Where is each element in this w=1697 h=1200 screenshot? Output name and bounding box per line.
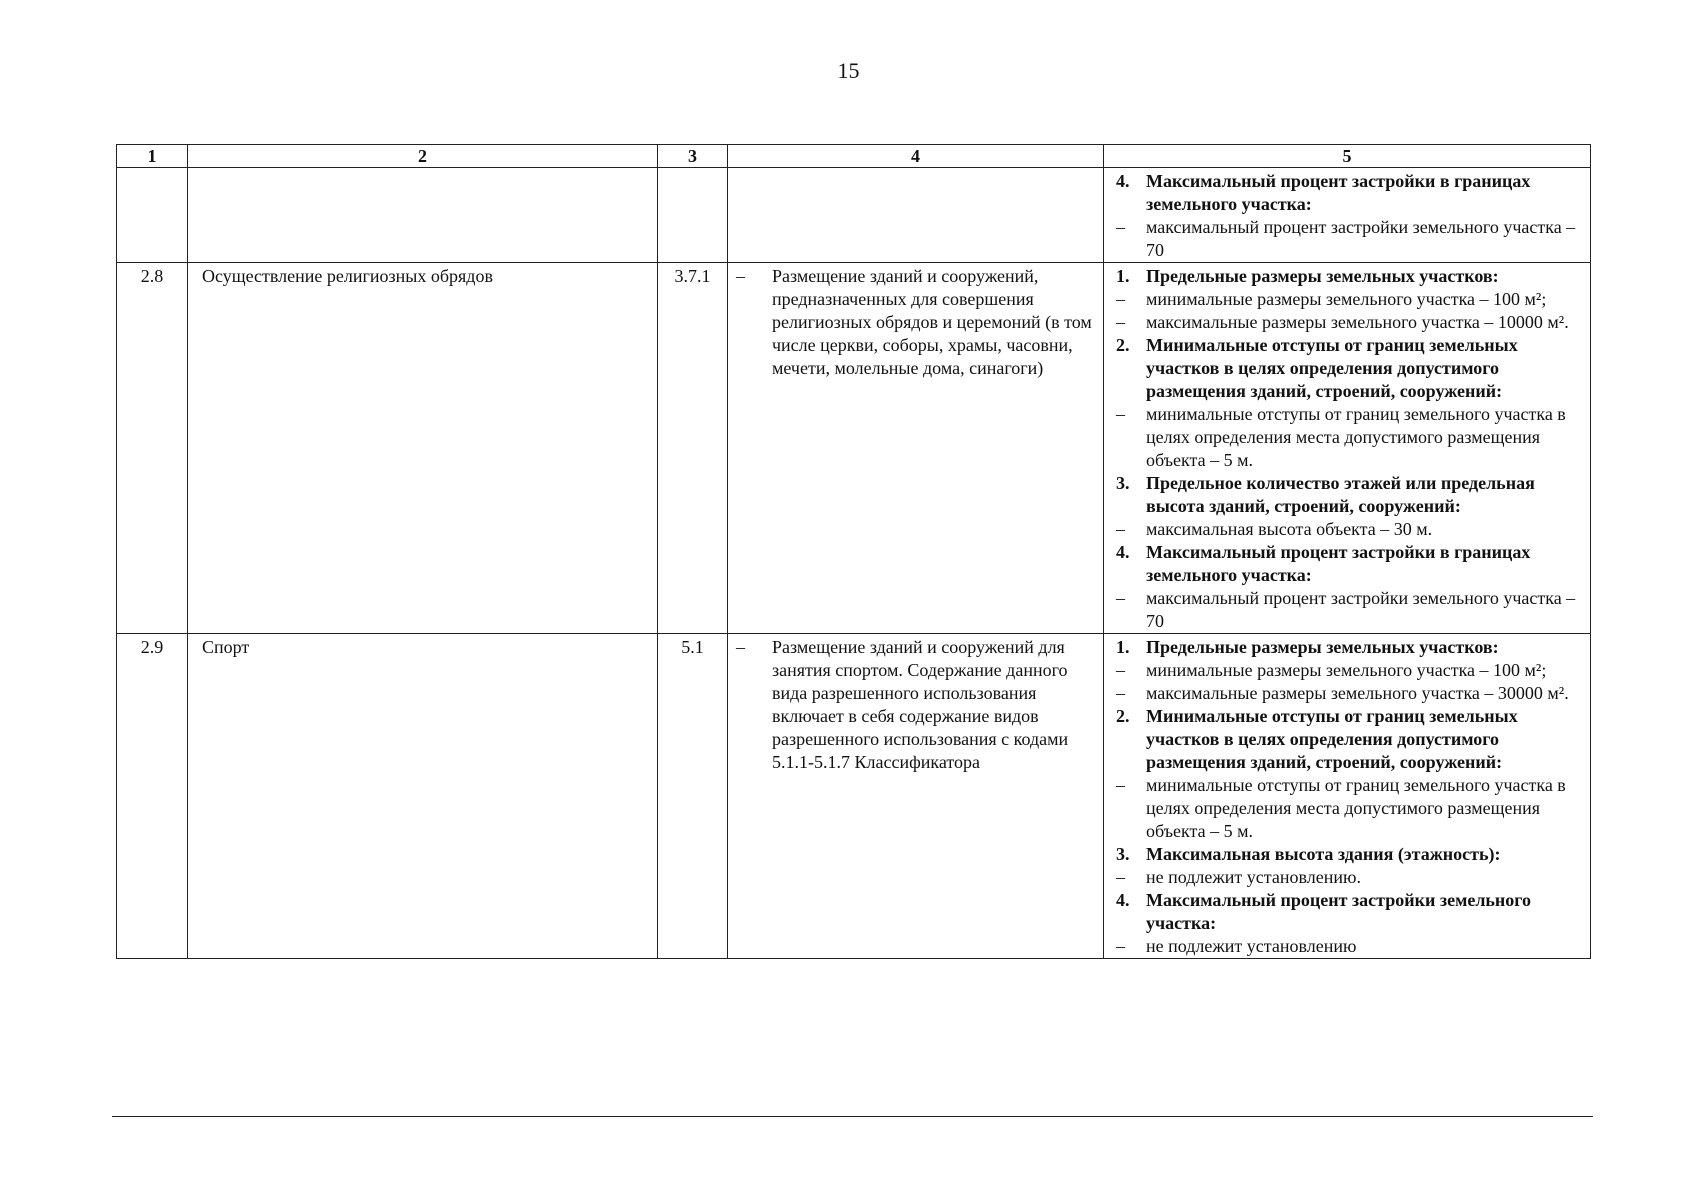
dash-marker: – xyxy=(736,266,745,286)
table-header-row xyxy=(117,145,1591,168)
table-row xyxy=(117,263,1591,634)
parameter-text: Предельные размеры земельных участков: xyxy=(1146,637,1499,657)
use-description xyxy=(728,168,1104,263)
use-type-name: Спорт xyxy=(188,634,658,959)
list-number: 3. xyxy=(1116,844,1130,864)
header-col-5: 5 xyxy=(1104,145,1591,168)
row-number: 2.9 xyxy=(117,634,188,959)
parameter-heading xyxy=(1116,541,1584,587)
parameter-text: Предельное количество этажей или предельная высота зданий, строений, сооружений: xyxy=(1146,473,1535,516)
parameter-item xyxy=(1116,216,1584,262)
parameter-text: Максимальная высота здания (этажность): xyxy=(1146,844,1501,864)
dash-marker: – xyxy=(1116,217,1125,237)
parameter-item xyxy=(1116,935,1584,958)
classifier-code: 3.7.1 xyxy=(658,263,728,634)
parameters-cell xyxy=(1104,168,1591,263)
list-number: 4. xyxy=(1116,171,1130,191)
parameter-heading xyxy=(1116,705,1584,774)
parameter-item xyxy=(1116,587,1584,633)
table-row xyxy=(117,634,1591,959)
dash-marker: – xyxy=(1116,519,1125,539)
dash-marker: – xyxy=(1116,289,1125,309)
list-number: 4. xyxy=(1116,542,1130,562)
parameter-item xyxy=(1116,774,1584,843)
use-description xyxy=(728,634,1104,959)
dash-marker: – xyxy=(1116,775,1125,795)
parameter-item xyxy=(1116,403,1584,472)
list-number: 2. xyxy=(1116,335,1130,355)
parameter-text: максимальный процент застройки земельного участка – 70 xyxy=(1146,588,1576,631)
parameter-heading xyxy=(1116,889,1584,935)
header-col-1: 1 xyxy=(117,145,188,168)
parameter-text: Минимальные отступы от границ земельных участков в целях определения допустимого размещения зданий, строений, сооружений: xyxy=(1146,706,1518,772)
parameter-text: максимальные размеры земельного участка – 10000 м². xyxy=(1146,312,1569,332)
parameters-cell xyxy=(1104,634,1591,959)
parameter-text: Максимальный процент застройки в границах земельного участка: xyxy=(1146,542,1531,585)
dash-marker: – xyxy=(736,637,745,657)
dash-marker: – xyxy=(1116,936,1125,956)
parameter-text: максимальные размеры земельного участка – 30000 м². xyxy=(1146,683,1569,703)
dash-marker: – xyxy=(1116,588,1125,608)
parameter-text: Максимальный процент застройки земельного участка: xyxy=(1146,890,1532,933)
parameters-cell xyxy=(1104,263,1591,634)
parameter-item xyxy=(1116,518,1584,541)
parameter-text: минимальные размеры земельного участка – 100 м²; xyxy=(1146,660,1547,680)
use-description xyxy=(728,263,1104,634)
regulations-table xyxy=(116,144,1591,959)
parameter-text: минимальные отступы от границ земельного участка в целях определения места допустимого размещения объекта – 5 м. xyxy=(1146,404,1566,470)
header-col-3: 3 xyxy=(658,145,728,168)
parameter-item xyxy=(1116,288,1584,311)
parameter-text: Предельные размеры земельных участков: xyxy=(1146,266,1499,286)
parameter-heading xyxy=(1116,472,1584,518)
parameter-text: максимальный процент застройки земельного участка – 70 xyxy=(1146,217,1576,260)
row-number: 2.8 xyxy=(117,263,188,634)
dash-marker: – xyxy=(1116,867,1125,887)
description-text: Размещение зданий и сооружений для занятия спортом. Содержание данного вида разрешенного использования включает в себя содержание видов разрешенного использования с кодами 5.1.1-5.1.7 Классификатора xyxy=(772,637,1069,772)
list-number: 4. xyxy=(1116,890,1130,910)
description-text: Размещение зданий и сооружений, предназначенных для совершения религиозных обрядов и церемоний (в том числе церкви, соборы, храмы, часовни, мечети, молельные дома, синагоги) xyxy=(772,266,1092,378)
parameter-heading xyxy=(1116,636,1584,659)
list-number: 3. xyxy=(1116,473,1130,493)
dash-marker: – xyxy=(1116,312,1125,332)
parameter-heading xyxy=(1116,170,1584,216)
parameter-text: Минимальные отступы от границ земельных участков в целях определения допустимого размещения зданий, строений, сооружений: xyxy=(1146,335,1518,401)
parameter-text: минимальные отступы от границ земельного участка в целях определения места допустимого размещения объекта – 5 м. xyxy=(1146,775,1566,841)
parameter-heading xyxy=(1116,265,1584,288)
parameter-item xyxy=(1116,659,1584,682)
parameter-item xyxy=(1116,311,1584,334)
footer-rule xyxy=(112,1116,1593,1117)
parameter-text: минимальные размеры земельного участка – 100 м²; xyxy=(1146,289,1547,309)
use-type-name: Осуществление религиозных обрядов xyxy=(188,263,658,634)
dash-marker: – xyxy=(1116,404,1125,424)
parameter-text: Максимальный процент застройки в границах земельного участка: xyxy=(1146,171,1531,214)
parameter-heading xyxy=(1116,334,1584,403)
parameter-heading xyxy=(1116,843,1584,866)
parameter-text: не подлежит установлению xyxy=(1146,936,1357,956)
dash-marker: – xyxy=(1116,660,1125,680)
classifier-code xyxy=(658,168,728,263)
row-number xyxy=(117,168,188,263)
parameter-text: не подлежит установлению. xyxy=(1146,867,1361,887)
page-number: 15 xyxy=(837,58,860,83)
use-type-name xyxy=(188,168,658,263)
parameter-item xyxy=(1116,866,1584,889)
header-col-4: 4 xyxy=(728,145,1104,168)
dash-marker: – xyxy=(1116,683,1125,703)
header-col-2: 2 xyxy=(188,145,658,168)
parameter-item xyxy=(1116,682,1584,705)
list-number: 1. xyxy=(1116,266,1130,286)
classifier-code: 5.1 xyxy=(658,634,728,959)
table-row xyxy=(117,168,1591,263)
list-number: 1. xyxy=(1116,637,1130,657)
list-number: 2. xyxy=(1116,706,1130,726)
parameter-text: максимальная высота объекта – 30 м. xyxy=(1146,519,1433,539)
